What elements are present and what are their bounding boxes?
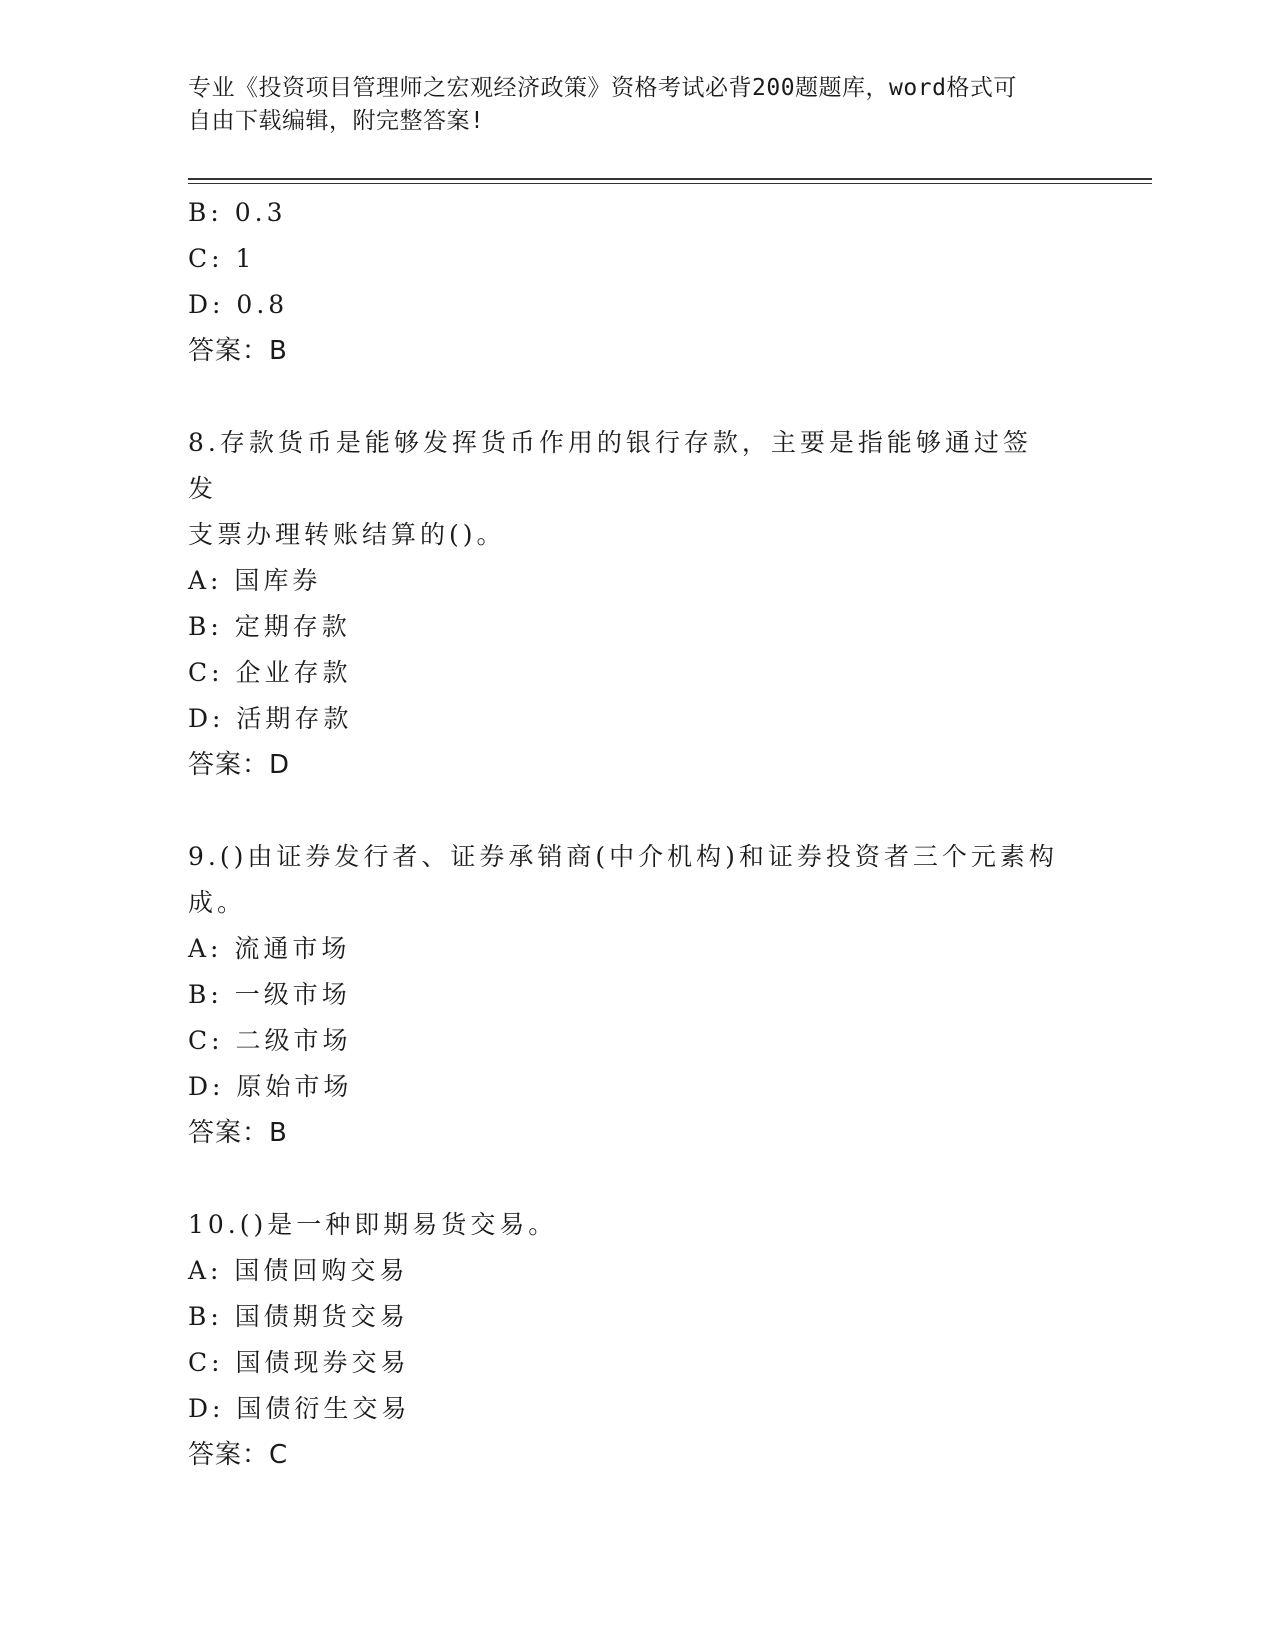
question-text-line-1: 9.()由证券发行者、证券承销商(中介机构)和证券投资者三个元素构 — [188, 842, 1058, 871]
option-c: C: 1 — [188, 244, 256, 273]
answer-line: 答案：D — [188, 750, 291, 780]
option-d: D: 活期存款 — [188, 704, 353, 733]
spacer — [188, 788, 1088, 834]
answer-line: 答案：C — [188, 1440, 289, 1470]
option-d: D: 国债衍生交易 — [188, 1394, 411, 1423]
question-text-line-2: 支票办理转账结算的()。 — [188, 520, 506, 549]
answer-line: 答案：B — [188, 1118, 288, 1148]
option-a: A: 流通市场 — [188, 934, 351, 963]
option-c: C: 国债现券交易 — [188, 1348, 410, 1377]
option-d: D: 原始市场 — [188, 1072, 353, 1101]
option-d: D: 0.8 — [188, 290, 289, 319]
option-a: A: 国债回购交易 — [188, 1256, 409, 1285]
header-rule-thick — [188, 178, 1152, 180]
option-b: B: 国债期货交易 — [188, 1302, 409, 1331]
spacer — [188, 374, 1088, 420]
answer-line: 答案：B — [188, 336, 288, 366]
option-c: C: 企业存款 — [188, 658, 352, 687]
option-a: A: 国库券 — [188, 566, 322, 595]
question-block-8 — [188, 420, 1058, 788]
question-text-line-1: 10.()是一种即期易货交易。 — [188, 1210, 558, 1239]
spacer — [188, 1156, 1088, 1202]
option-c: C: 二级市场 — [188, 1026, 352, 1055]
question-text-line-2: 成。 — [188, 888, 247, 917]
document-body — [188, 190, 1088, 1478]
document-header — [188, 72, 1078, 138]
option-b: B: 0.3 — [188, 198, 287, 227]
question-block-7-tail — [188, 190, 1088, 374]
question-block-10 — [188, 1202, 1058, 1478]
option-b: B: 一级市场 — [188, 980, 351, 1009]
header-line-1: 专业《投资项目管理师之宏观经济政策》资格考试必背200题题库，word格式可 — [188, 75, 1017, 101]
header-rule-thin — [188, 183, 1152, 184]
header-line-2: 自由下载编辑，附完整答案! — [188, 108, 485, 134]
option-b: B: 定期存款 — [188, 612, 351, 641]
question-text-line-1: 8.存款货币是能够发挥货币作用的银行存款，主要是指能够通过签发 — [188, 428, 1032, 503]
question-block-9 — [188, 834, 1058, 1156]
